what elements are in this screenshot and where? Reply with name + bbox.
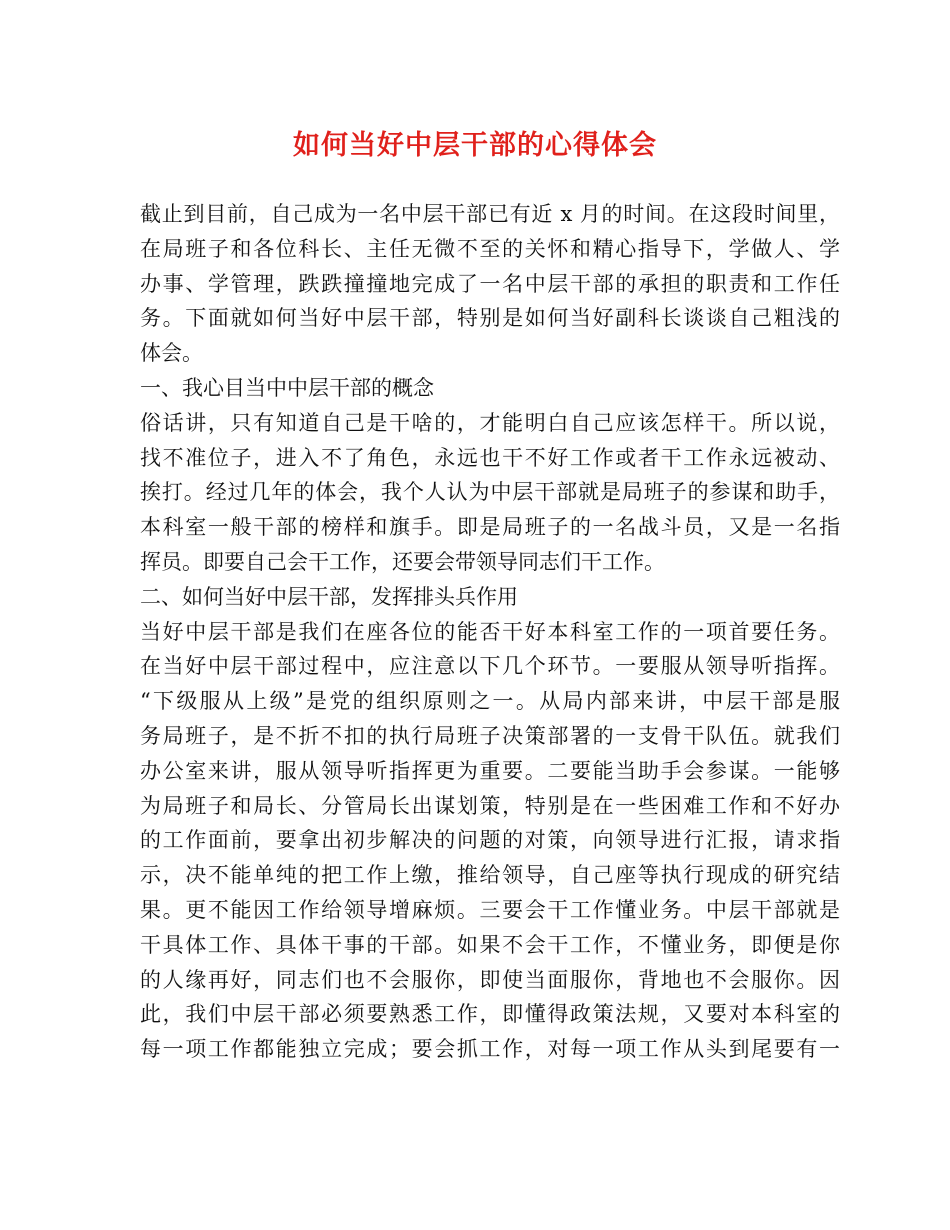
body-line: 办公室来讲，服从领导听指挥更为重要。二要能当助手会参谋。一能够 xyxy=(140,758,840,783)
body-line: 截止到目前，自己成为一名中层干部已有近 x 月的时间。在这段时间里， xyxy=(140,202,840,226)
document-body xyxy=(140,197,840,1067)
body-line: 本科室一般干部的榜样和旗手。即是局班子的一名战斗员，又是一名指 xyxy=(140,515,840,540)
body-line: 挥员。即要自己会干工作，还要会带领导同志们干工作。 xyxy=(140,549,665,574)
body-line: 在当好中层干部过程中，应注意以下几个环节。一要服从领导听指挥。 xyxy=(140,654,840,679)
body-line: 为局班子和局长、分管局长出谋划策，特别是在一些困难工作和不好办 xyxy=(140,793,840,818)
body-line: 务。下面就如何当好中层干部，特别是如何当好副科长谈谈自己粗浅的 xyxy=(140,306,840,331)
body-line: 挨打。经过几年的体会，我个人认为中层干部就是局班子的参谋和助手， xyxy=(140,480,840,505)
body-line: 体会。 xyxy=(140,341,203,366)
body-line: 务局班子，是不折不扣的执行局班子决策部署的一支骨干队伍。就我们 xyxy=(140,723,840,748)
body-line: 示，决不能单纯的把工作上缴，推给领导，自己座等执行现成的研究结 xyxy=(140,863,840,888)
body-line: 每一项工作都能独立完成；要会抓工作，对每一项工作从头到尾要有一 xyxy=(140,1037,840,1062)
body-line: 干具体工作、具体干事的干部。如果不会干工作，不懂业务，即便是你 xyxy=(140,932,840,957)
body-line: 在局班子和各位科长、主任无微不至的关怀和精心指导下，学做人、学 xyxy=(140,236,840,261)
document-title: 如何当好中层干部的心得体会 xyxy=(293,130,657,161)
body-line: 一、我心目当中中层干部的概念 xyxy=(140,375,434,400)
body-line: 当好中层干部是我们在座各位的能否干好本科室工作的一项首要任务。 xyxy=(140,619,840,644)
body-line: 找不准位子，进入不了角色，永远也干不好工作或者干工作永远被动、 xyxy=(140,445,840,470)
body-line: 办事、学管理，跌跌撞撞地完成了一名中层干部的承担的职责和工作任 xyxy=(140,271,840,296)
body-line: 的工作面前，要拿出初步解决的问题的对策，向领导进行汇报，请求指 xyxy=(140,828,840,853)
body-line: “下级服从上级”是党的组织原则之一。从局内部来讲，中层干部是服 xyxy=(140,689,840,714)
body-line: 此，我们中层干部必须要熟悉工作，即懂得政策法规，又要对本科室的 xyxy=(140,1002,840,1027)
body-line: 俗话讲，只有知道自己是干啥的，才能明白自己应该怎样干。所以说， xyxy=(140,410,840,435)
body-line: 果。更不能因工作给领导增麻烦。三要会干工作懂业务。中层干部就是 xyxy=(140,897,840,922)
body-line: 的人缘再好，同志们也不会服你，即使当面服你，背地也不会服你。因 xyxy=(140,967,840,992)
body-line: 二、如何当好中层干部，发挥排头兵作用 xyxy=(140,584,518,609)
